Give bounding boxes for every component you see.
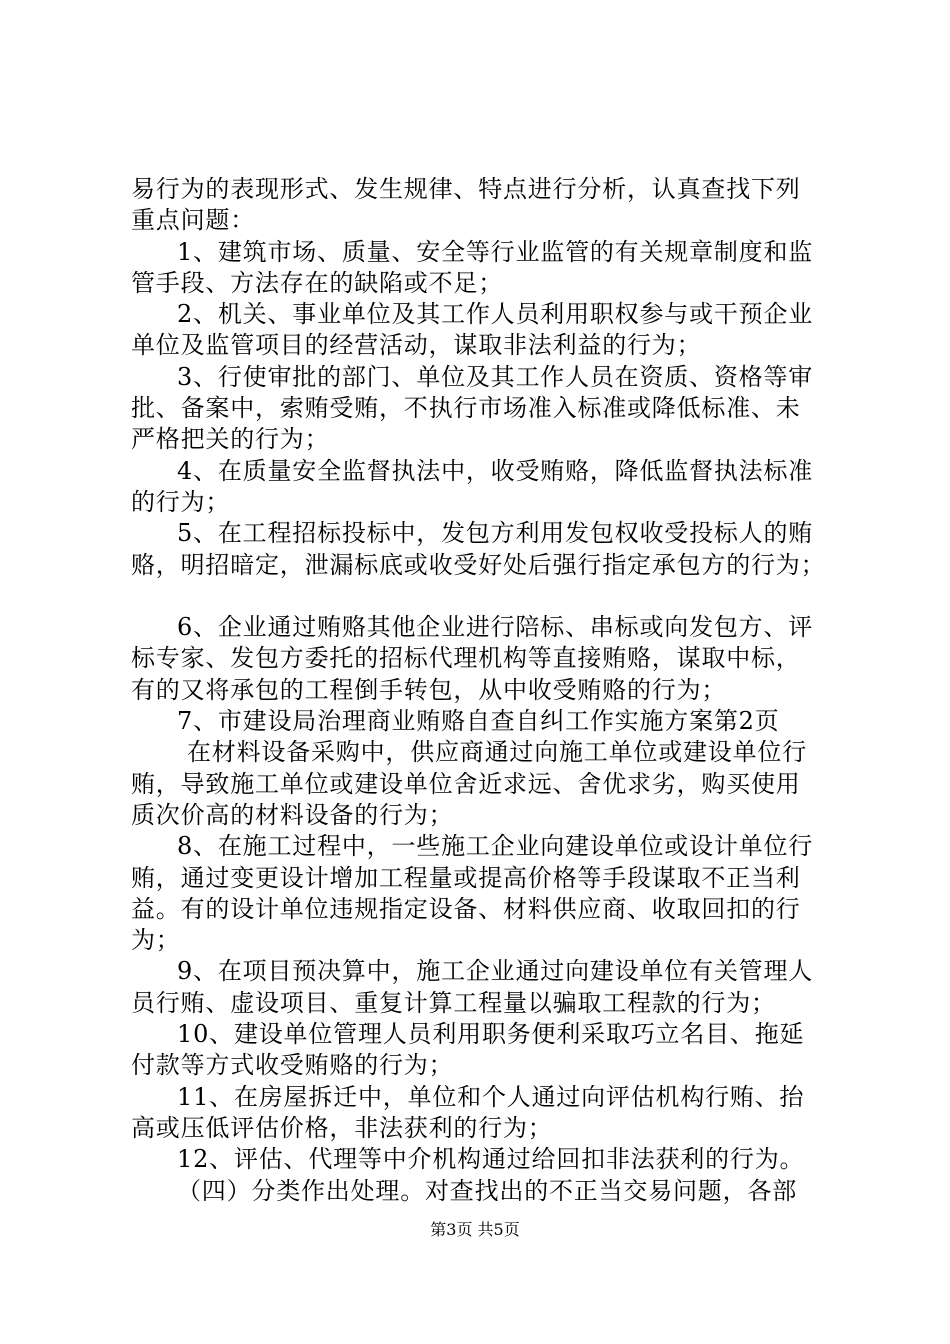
text-line: 赂，明招暗定，泄漏标底或收受好处后强行指定承包方的行为； bbox=[131, 550, 826, 579]
page-footer bbox=[0, 1220, 950, 1240]
text-line: 8、在施工过程中，一些施工企业向建设单位或设计单位行 bbox=[177, 832, 814, 861]
text-line: 贿，导致施工单位或建设单位舍近求远、舍优求劣，购买使用 bbox=[131, 769, 801, 798]
text-line: 1、建筑市场、质量、安全等行业监管的有关规章制度和监 bbox=[177, 237, 814, 266]
text-line: 7、市建设局治理商业贿赂自查自纠工作实施方案第2页 bbox=[177, 707, 780, 736]
text-line: 9、在项目预决算中，施工企业通过向建设单位有关管理人 bbox=[177, 957, 814, 986]
text-line: 质次价高的材料设备的行为； bbox=[131, 800, 454, 829]
text-line: 11、在房屋拆迁中，单位和个人通过向评估机构行贿、抬 bbox=[177, 1082, 805, 1111]
text-line: 贿，通过变更设计增加工程量或提高价格等手段谋取不正当利 bbox=[131, 863, 801, 892]
page-number-label: 第3页 共5页 bbox=[430, 1220, 520, 1239]
text-line: （四）分类作出处理。对查找出的不正当交易问题，各部 bbox=[177, 1176, 797, 1205]
document-body bbox=[131, 174, 831, 1207]
text-line: 为； bbox=[131, 926, 181, 955]
text-line: 员行贿、虚设项目、重复计算工程量以骗取工程款的行为； bbox=[131, 988, 776, 1017]
text-line: 10、建设单位管理人员利用职务便利采取巧立名目、拖延 bbox=[177, 1020, 805, 1049]
text-line: 3、行使审批的部门、单位及其工作人员在资质、资格等审 bbox=[177, 362, 814, 391]
text-line: 在材料设备采购中，供应商通过向施工单位或建设单位行 bbox=[187, 738, 807, 767]
blank-line bbox=[131, 581, 831, 612]
text-line: 12、评估、代理等中介机构通过给回扣非法获利的行为。 bbox=[177, 1145, 805, 1174]
text-line: 付款等方式收受贿赂的行为； bbox=[131, 1051, 454, 1080]
text-line: 单位及监管项目的经营活动，谋取非法利益的行为； bbox=[131, 331, 702, 360]
text-line: 严格把关的行为； bbox=[131, 425, 330, 454]
text-line: 的行为； bbox=[131, 487, 231, 516]
text-line: 2、机关、事业单位及其工作人员利用职权参与或干预企业 bbox=[177, 300, 814, 329]
text-line: 标专家、发包方委托的招标代理机构等直接贿赂，谋取中标， bbox=[131, 644, 801, 673]
text-line: 高或压低评估价格，非法获利的行为； bbox=[131, 1113, 553, 1142]
text-line: 益。有的设计单位违规指定设备、材料供应商、收取回扣的行 bbox=[131, 894, 801, 923]
text-line: 5、在工程招标投标中，发包方利用发包权收受投标人的贿 bbox=[177, 519, 814, 548]
text-line: 易行为的表现形式、发生规律、特点进行分析，认真查找下列 bbox=[131, 175, 801, 203]
text-line: 批、备案中，索贿受贿，不执行市场准入标准或降低标准、未 bbox=[131, 394, 801, 423]
text-line: 管手段、方法存在的缺陷或不足； bbox=[131, 268, 503, 297]
text-line: 有的又将承包的工程倒手转包，从中收受贿赂的行为； bbox=[131, 675, 727, 704]
text-line: 重点问题： bbox=[131, 206, 255, 235]
text-line: 4、在质量安全监督执法中，收受贿赂，降低监督执法标准 bbox=[177, 456, 814, 485]
text-line: 6、企业通过贿赂其他企业进行陪标、串标或向发包方、评 bbox=[177, 613, 814, 642]
